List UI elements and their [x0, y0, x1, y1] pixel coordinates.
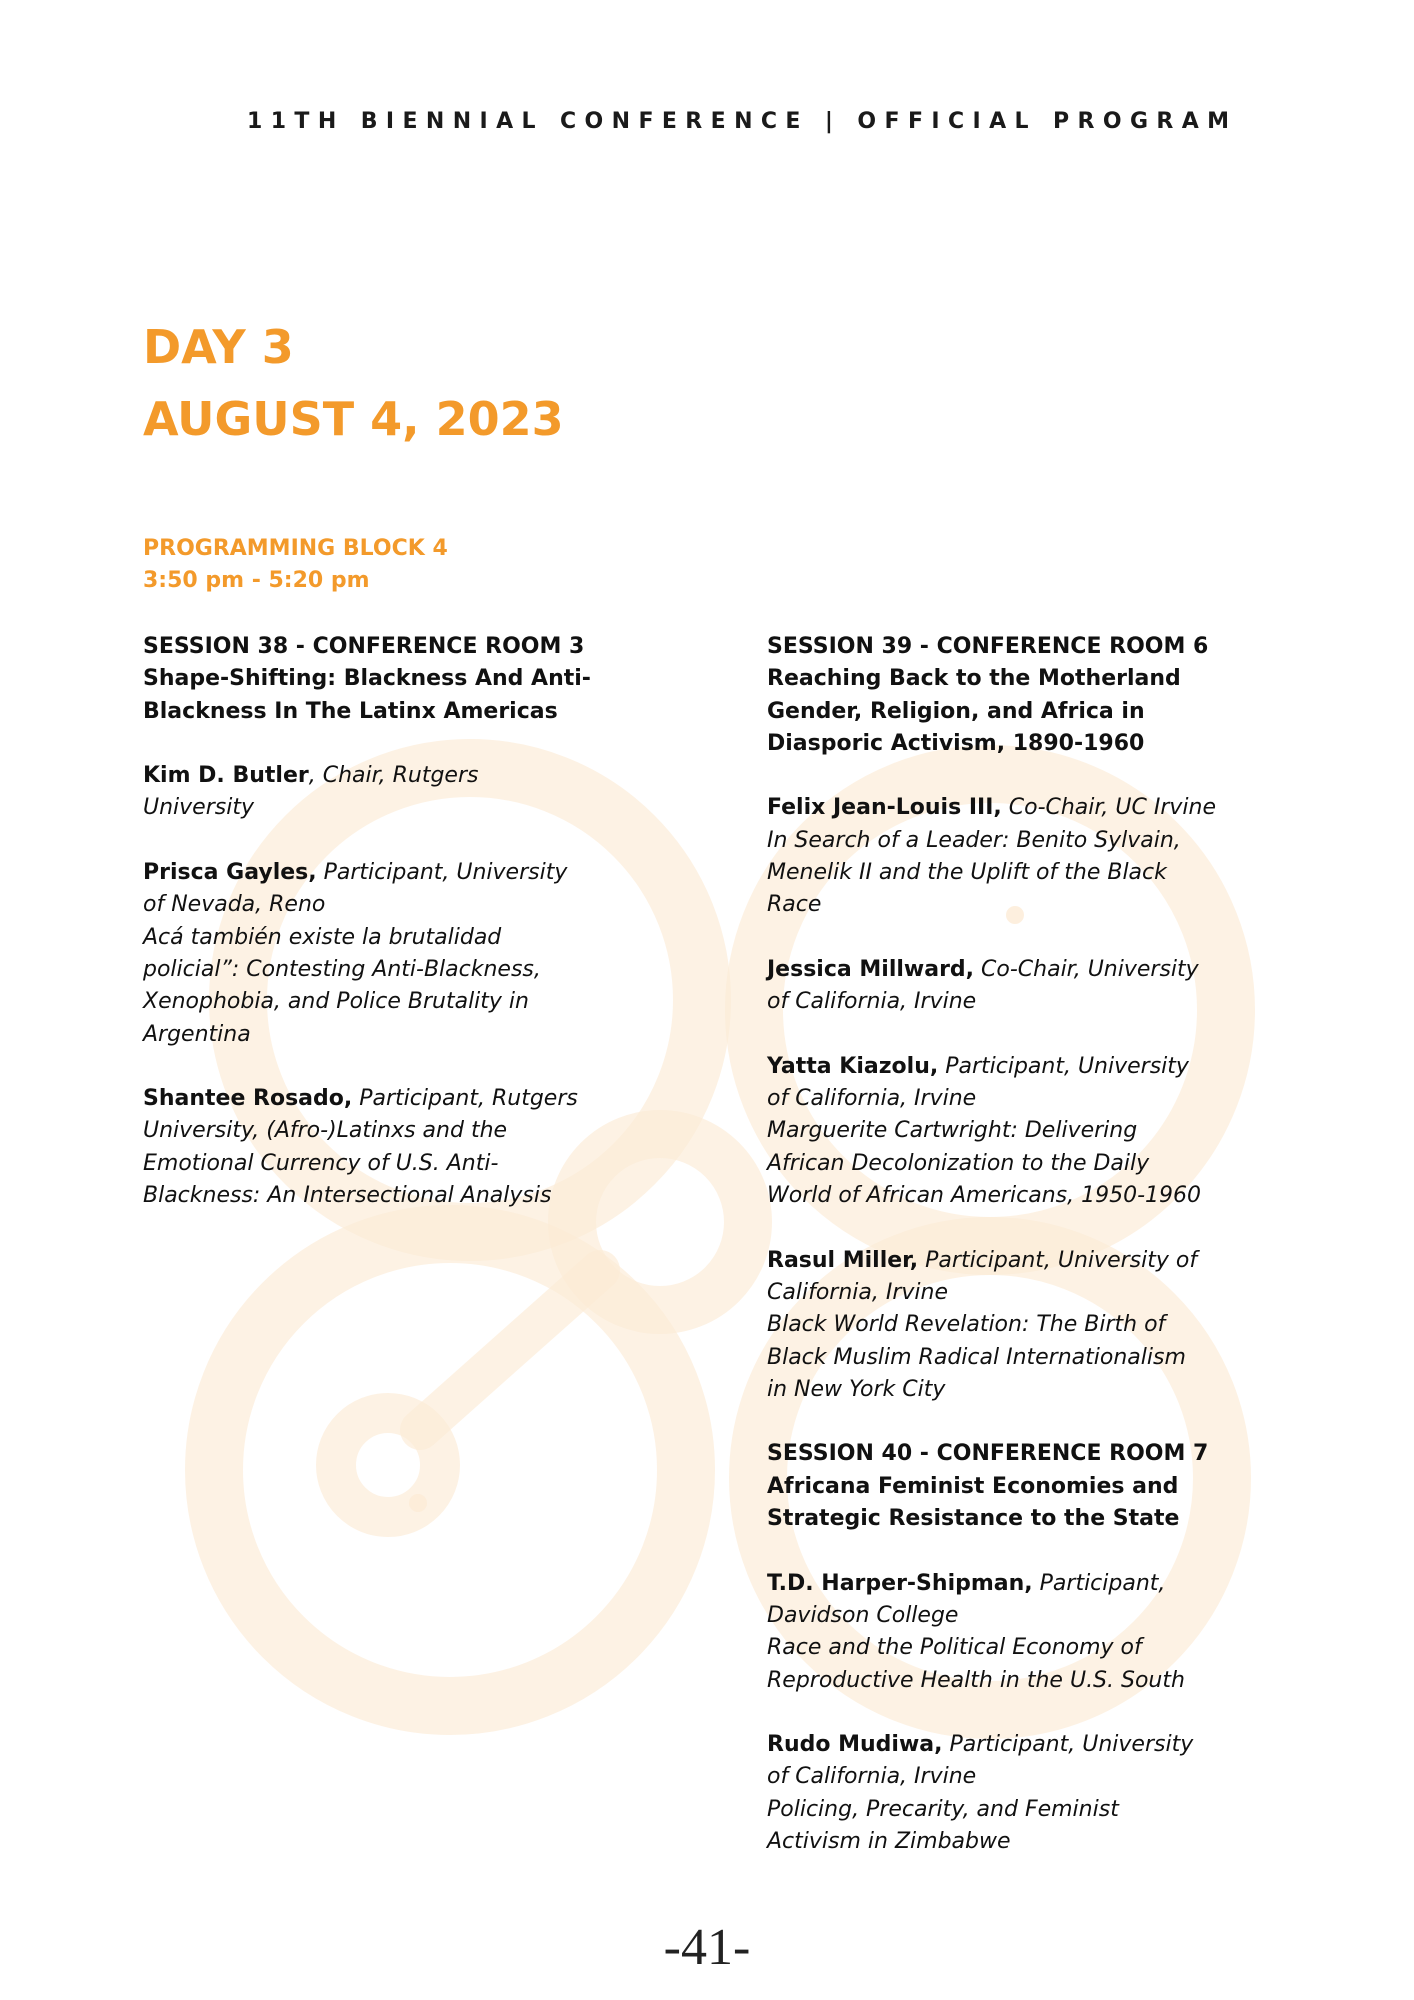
session-room-line: SESSION 40 - CONFERENCE ROOM 7 [767, 1441, 1209, 1467]
participant-name-line [143, 760, 623, 792]
participant-name-line [767, 792, 1267, 824]
participant-detail-line: University [143, 795, 254, 821]
running-header: 11TH BIENNIAL CONFERENCE | OFFICIAL PROGRAM [247, 109, 1238, 134]
session-room-line: SESSION 39 - CONFERENCE ROOM 6 [767, 634, 1209, 659]
right-column [767, 631, 1267, 1891]
participant-detail-line: Xenophobia, and Police Brutality in [143, 989, 529, 1015]
participant-detail-line: California, Irvine [767, 1279, 948, 1305]
programming-block [143, 533, 448, 597]
participant-detail-line: in New York City [767, 1376, 946, 1402]
participant-entry [767, 1051, 1267, 1212]
participant-name: Kim D. Butler [143, 763, 309, 789]
participant-role: Participant, University [316, 860, 568, 886]
participant-entry [767, 954, 1267, 1019]
participant-detail-line: Blackness: An Intersectional Analysis [143, 1183, 552, 1209]
participant-name: Yatta Kiazolu, [767, 1053, 939, 1079]
participant-entry [143, 760, 623, 825]
participant-detail-line: Black Muslim Radical Internationalism [767, 1344, 1186, 1370]
participant-role: Participant, University [942, 1732, 1194, 1758]
participant-name-line [767, 954, 1267, 986]
participant-detail-line: of California, Irvine [767, 1086, 977, 1112]
participant-detail-line: Argentina [143, 1021, 251, 1047]
participant-detail-line: Race and the Political Economy of [767, 1635, 1142, 1661]
participant-name-line [767, 1245, 1267, 1277]
participant-name-line [767, 1051, 1267, 1083]
participant-detail-line: In Search of a Leader: Benito Sylvain, [767, 827, 1181, 853]
participant-entry [767, 792, 1267, 921]
participant-role: Co-Chair, UC Irvine [1001, 795, 1217, 821]
day-heading [143, 311, 564, 455]
participant-detail-line: Race [767, 892, 822, 918]
session-title-line: Shape-Shifting: Blackness And Anti- [143, 666, 591, 692]
participant-name-line [767, 1729, 1267, 1761]
day-label: DAY 3 [143, 320, 294, 374]
participant-detail-line: Policing, Precarity, and Feminist [767, 1796, 1119, 1822]
session-title-line: Africana Feminist Economies and [767, 1473, 1179, 1499]
participant-detail-line: African Decolonization to the Daily [767, 1150, 1150, 1176]
participant-detail-line: of California, Irvine [767, 1764, 977, 1790]
session-room-line: SESSION 38 - CONFERENCE ROOM 3 [143, 634, 585, 659]
session-title-line: Blackness In The Latinx Americas [143, 698, 558, 724]
participant-role: Co-Chair, University [974, 956, 1199, 982]
participant-detail-line: Davidson College [767, 1602, 959, 1628]
participant-detail-line: of Nevada, Reno [143, 892, 326, 918]
participant-role: Participant, [1032, 1570, 1166, 1596]
participant-role: Participant, University of [918, 1247, 1198, 1273]
participant-name: Jessica Millward, [767, 956, 975, 982]
participant-entry [143, 1083, 623, 1212]
session-heading [143, 631, 623, 728]
participant-name: T.D. Harper-Shipman, [767, 1570, 1033, 1596]
session-title-line: Strategic Resistance to the State [767, 1506, 1180, 1532]
page-number: -41- [663, 1919, 751, 1976]
participant-name: Rudo Mudiwa, [767, 1732, 943, 1758]
participant-detail-line: Activism in Zimbabwe [767, 1828, 1011, 1854]
session-title-line: Reaching Back to the Motherland [767, 666, 1181, 692]
session-title-line: Diasporic Activism, 1890-1960 [767, 730, 1145, 756]
participant-detail-line: World of African Americans, 1950-1960 [767, 1183, 1202, 1209]
session-title-line: Gender, Religion, and Africa in [767, 698, 1145, 724]
participant-detail-line: Black World Revelation: The Birth of [767, 1312, 1166, 1338]
participant-name: Felix Jean-Louis III, [767, 795, 1002, 821]
participant-role: Participant, Rutgers [352, 1086, 578, 1112]
programming-block-label: PROGRAMMING BLOCK 4 [143, 536, 448, 561]
participant-detail-line: Emotional Currency of U.S. Anti- [143, 1150, 499, 1176]
participant-name-line [143, 1083, 623, 1115]
session-heading [767, 1438, 1267, 1535]
participant-entry [767, 1729, 1267, 1858]
left-column [143, 631, 623, 1245]
participant-detail-line: University, (Afro-)Latinxs and the [143, 1118, 508, 1144]
participant-name: Rasul Miller, [767, 1247, 919, 1273]
participant-role: Participant, University [938, 1053, 1189, 1079]
participant-name: Shantee Rosado, [143, 1086, 353, 1112]
participant-detail-line: of California, Irvine [767, 989, 977, 1015]
participant-role: , Chair, Rutgers [308, 763, 479, 789]
participant-detail-line: Reproductive Health in the U.S. South [767, 1667, 1185, 1693]
day-date: AUGUST 4, 2023 [143, 392, 564, 446]
participant-entry [767, 1568, 1267, 1697]
participant-entry [767, 1245, 1267, 1406]
programming-block-time: 3:50 pm - 5:20 pm [143, 568, 370, 593]
participant-name-line [143, 857, 623, 889]
participant-name-line [767, 1568, 1267, 1600]
participant-detail-line: policial”: Contesting Anti-Blackness, [143, 956, 541, 982]
participant-detail-line: Menelik II and the Uplift of the Black [767, 860, 1167, 886]
participant-entry [143, 857, 623, 1051]
participant-detail-line: Marguerite Cartwright: Delivering [767, 1118, 1138, 1144]
participant-name: Prisca Gayles, [143, 860, 317, 886]
participant-detail-line: Acá también existe la brutalidad [143, 924, 502, 950]
session-heading [767, 631, 1267, 760]
